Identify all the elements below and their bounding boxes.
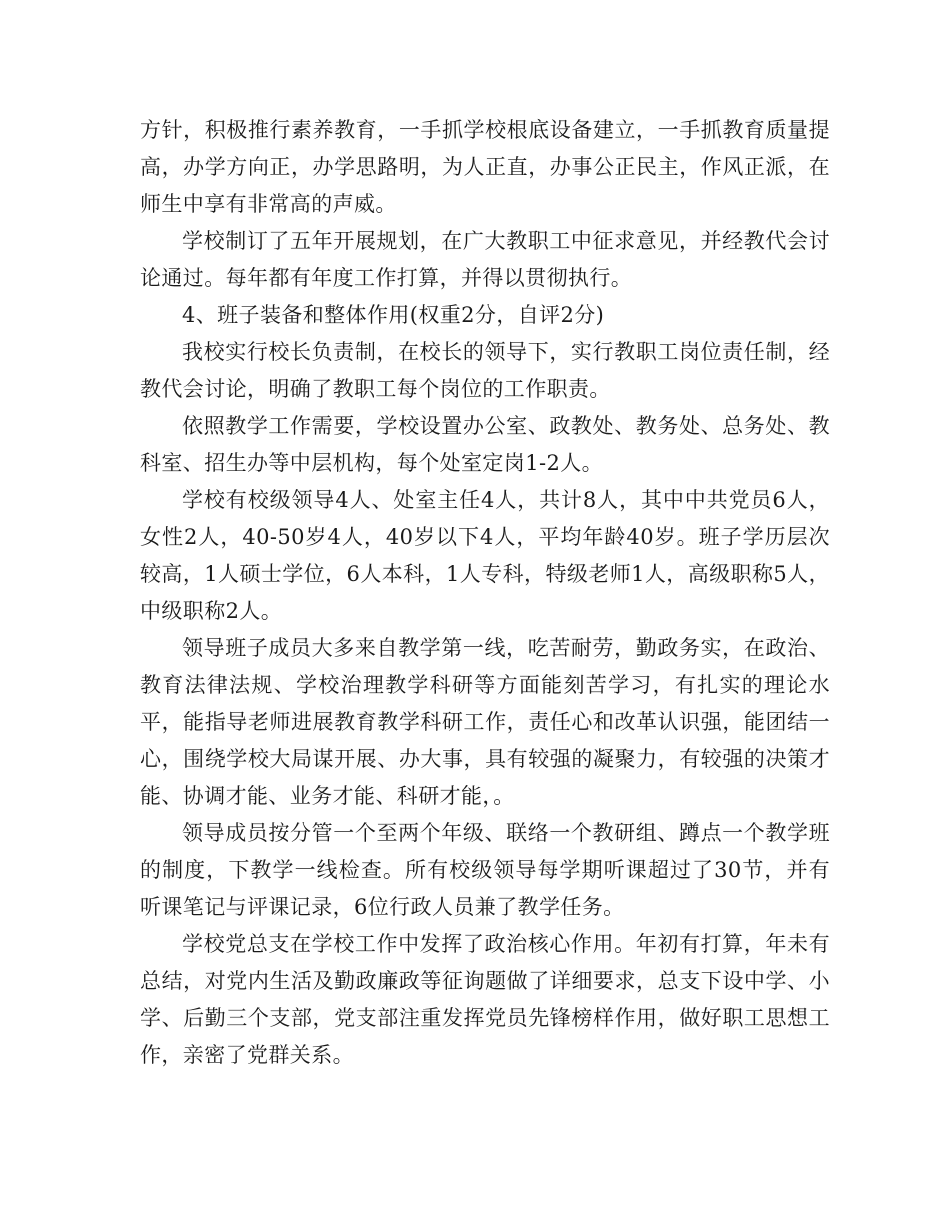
- document-body: [140, 112, 830, 1074]
- paragraph: 领导班子成员大多来自教学第一线，吃苦耐劳，勤政务实，在政治、教育法律法规、学校治理教学科研等方面能刻苦学习，有扎实的理论水平，能指导老师进展教育教学科研工作，责任心和改革认识强，能团结一心，围绕学校大局谋开展、办大事，具有较强的凝聚力，有较强的决策才能、协调才能、业务才能、科研才能，。: [140, 636, 830, 808]
- paragraph: 依照教学工作需要，学校设置办公室、政教处、教务处、总务处、教科室、招生办等中层机构，每个处室定岗1-2人。: [140, 414, 830, 475]
- section-heading: 4、班子装备和整体作用(权重2分，自评2分): [182, 303, 605, 327]
- paragraph: 学校党总支在学校工作中发挥了政治核心作用。年初有打算，年未有总结，对党内生活及勤政廉政等征询题做了详细要求，总支下设中学、小学、后勤三个支部，党支部注重发挥党员先锋榜样作用，做好职工思想工作，亲密了党群关系。: [140, 932, 830, 1067]
- paragraph-continued: 方针，积极推行素养教育，一手抓学校根底设备建立，一手抓教育质量提高，办学方向正，办学思路明，为人正直，办事公正民主，作风正派，在师生中享有非常高的声威。: [140, 118, 830, 216]
- paragraph: 学校制订了五年开展规划，在广大教职工中征求意见，并经教代会讨论通过。每年都有年度工作打算，并得以贯彻执行。: [140, 229, 830, 290]
- paragraph: 我校实行校长负责制，在校长的领导下，实行教职工岗位责任制，经教代会讨论，明确了教职工每个岗位的工作职责。: [140, 340, 830, 401]
- paragraph: 领导成员按分管一个至两个年级、联络一个教研组、蹲点一个教学班的制度，下教学一线检查。所有校级领导每学期听课超过了30节，并有听课笔记与评课记录，6位行政人员兼了教学任务。: [140, 821, 830, 919]
- paragraph: 学校有校级领导4人、处室主任4人，共计8人，其中中共党员6人，女性2人，40-50岁4人，40岁以下4人，平均年龄40岁。班子学历层次较高，1人硕士学位，6人本科，1人专科，特级老师1人，高级职称5人，中级职称2人。: [140, 488, 830, 623]
